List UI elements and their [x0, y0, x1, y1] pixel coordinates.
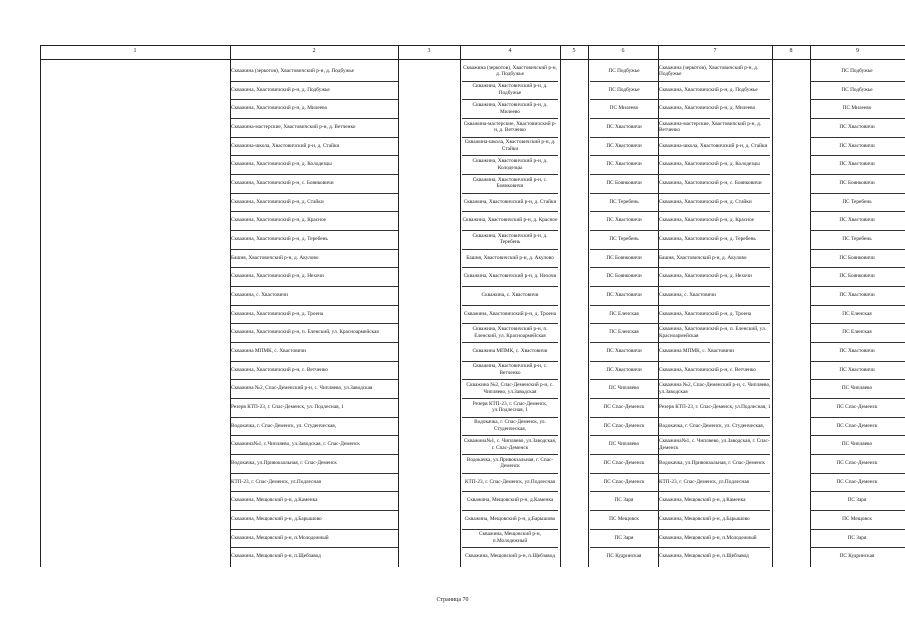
row-divider [590, 286, 770, 287]
cell-object-repeat: Скважина-мастерские, Хвастовичский р-н, д. Ветченко [659, 120, 762, 134]
cell-substation: ПС Хвастовичи [606, 142, 642, 149]
cell-substation-repeat: ПС Спас-Деменск [836, 422, 878, 429]
cell-substation-repeat: ПС Чипляево [841, 385, 873, 392]
cell-object-repeat: Скважина, Мещовский р-н, п.Щебзавод [659, 553, 749, 560]
row-divider [810, 379, 905, 380]
cell-substation-repeat: ПС Хвастовичи [839, 366, 875, 373]
row-divider [810, 491, 905, 492]
cell-substation-repeat: ПС Хвастовичи [839, 161, 875, 168]
cell-substation: ПС Боянковичи [606, 254, 642, 261]
row-divider [590, 529, 770, 530]
row-divider [590, 398, 770, 399]
row-divider [590, 547, 770, 548]
cell-substation: ПС Еленская [609, 329, 639, 336]
row-divider [590, 249, 770, 250]
row-divider [810, 529, 905, 530]
cell-object-repeat: Скважина-школа, Хвастовичский р-н, д. Стайки [659, 142, 768, 149]
cell-object-copy: Скважина, Хвастовичский р-н, п. Еленский, ул. Красноармейская [472, 326, 548, 339]
row-divider [230, 454, 398, 455]
row-divider [810, 193, 905, 194]
cell-object-copy: Скважина, Хвастовичский р-н, д. Колодезцы [472, 158, 548, 171]
cell-object: Скважина, Хвастовичский р-н, с. Боянковичи [231, 180, 334, 187]
row-divider [590, 230, 770, 231]
header-col-6: 6 [621, 48, 625, 54]
row-divider [462, 137, 558, 138]
cell-object-copy: Скважина, Хвастовичский р-н, д. Троена [463, 310, 557, 317]
row-divider [462, 81, 558, 82]
row-divider [230, 305, 398, 306]
row-divider [810, 361, 905, 362]
row-divider [590, 491, 770, 492]
row-divider [590, 342, 770, 343]
cell-object: Скважина, Хвастовичский р-н, д. Стайки [231, 198, 324, 205]
cell-substation-repeat: ПС Теребень [842, 236, 872, 243]
cell-substation-repeat: ПС Хвастовичи [839, 292, 875, 299]
cell-object: Скважина, Хвастовичский р-н, п. Еленский, ул. Красноармейская [231, 329, 379, 336]
row-divider [590, 155, 770, 156]
cell-object-repeat: Водокачка, ул.Привокзальная, г. Спас-Деменск [659, 460, 765, 467]
row-divider [462, 361, 558, 362]
cell-object-copy: КТП-23, г. Спас-Деменск, ул.Подлесная [465, 478, 555, 485]
cell-object: Скважина, Хвастовичский р-н, д. Красное [231, 217, 327, 224]
row-divider [810, 174, 905, 175]
row-divider [230, 118, 398, 119]
cell-object: Скважина №2, Спас-Деменский р-н, с. Чипляево, ул.Заводская [231, 385, 373, 392]
cell-substation-repeat: ПС Хвастовичи [839, 348, 875, 355]
cell-object: Скважина, Хвастовичский р-н, д. Милеево [231, 105, 328, 112]
cell-substation-repeat: ПС Спас-Деменск [836, 460, 878, 467]
cell-object-copy: Водокачка, г. Спас-Деменск, ул. Студенческая, [474, 419, 546, 432]
row-divider [590, 267, 770, 268]
cell-object-repeat: Скважина, Хвастовичский р-н, д. Колодезцы [659, 161, 760, 168]
cell-substation-repeat: ПС Хвастовичи [839, 142, 875, 149]
cell-substation-repeat: ПС Подбужье [841, 68, 873, 75]
row-divider [590, 454, 770, 455]
row-divider [462, 398, 558, 399]
cell-object-repeat: Резерв КТП-23, г. Спас-Деменск, ул.Подлесная, 1 [659, 404, 771, 411]
row-divider [810, 267, 905, 268]
cell-object-copy: Скважина (зеркотов), Хвастовичский р-н, д. Подбужье [463, 64, 557, 78]
cell-object-repeat: Скважина, Мещовский р-н, д.Барышово [659, 516, 750, 523]
cell-substation: ПС Хвастовичи [606, 217, 642, 224]
cell-object-repeat: Скважина №2, Спас-Деменский р-н, с. Чипляево, ул.Заводская [659, 382, 771, 395]
row-divider [462, 491, 558, 492]
cell-object-copy: Резерв КТП-23, г. Спас-Деменск, ул.Подлесная, 1 [472, 400, 548, 414]
cell-object-repeat: Скважина МПМК, с. Хвастовичи [659, 348, 735, 355]
cell-object-copy: Скважина№1, с. Чипляево, ул.Заводская, г. Спас-Деменск [463, 438, 557, 451]
cell-object: Водокачка, ул.Привокзальная, г. Спас-Деменск [231, 460, 337, 467]
row-divider [810, 305, 905, 306]
header-top-border [40, 45, 905, 46]
cell-substation-repeat: ПС Милеево [842, 105, 872, 112]
cell-object-repeat: Скважина (зеркотов), Хвастовичский р-н, д. Подбужье [659, 64, 759, 78]
cell-object-copy: Башня, Хвастовичский р-н, д. Акулово [466, 254, 554, 261]
cell-object-copy: Скважина, Хвастовичский р-н, д. Подбужье [472, 83, 548, 96]
row-divider [810, 286, 905, 287]
cell-object: Скважина, Хвастовичский р-н, д. Троена [231, 310, 324, 317]
col-border [588, 45, 589, 567]
cell-substation: ПС Мещовск [609, 516, 639, 523]
row-divider [230, 174, 398, 175]
cell-object-copy: Скважина, Хвастовичский р-н, с. Ветченко [472, 363, 548, 376]
cell-substation-repeat: ПС Теребень [842, 198, 872, 205]
cell-substation: ПС Боянковичи [606, 180, 642, 187]
row-divider [810, 155, 905, 156]
row-divider [590, 118, 770, 119]
row-divider [230, 211, 398, 212]
row-divider [462, 193, 558, 194]
cell-object-repeat: Башня, Хвастовичский р-н, д. Акулово [659, 254, 747, 261]
cell-substation-repeat: ПС Боянковичи [839, 180, 875, 187]
row-divider [810, 454, 905, 455]
cell-substation: ПС Чипляево [608, 385, 640, 392]
cell-object-copy: Скважина, Хвастовичский р-н, с. Боянковичи [472, 176, 548, 190]
row-divider [230, 547, 398, 548]
cell-object: Скважина-школа, Хвастовичский р-н, д. Стайки [231, 142, 340, 149]
header-col-3: 3 [427, 48, 431, 54]
row-divider [230, 473, 398, 474]
col-border [40, 45, 41, 567]
row-divider [462, 342, 558, 343]
cell-substation: ПС Спас-Деменск [603, 422, 645, 429]
row-divider [810, 435, 905, 436]
cell-object-repeat: Скважина, Хвастовичский р-н, д. Троена [659, 310, 752, 317]
cell-object: Скважина, Мещовский р-н, п.Молодежный [231, 534, 329, 541]
header-col-9: 9 [856, 48, 859, 54]
row-divider [810, 323, 905, 324]
cell-object-repeat: Скважина, Мещовский р-н, п.Молодежный [659, 534, 757, 541]
row-divider [462, 99, 558, 100]
row-divider [462, 230, 558, 231]
row-divider [590, 435, 770, 436]
header-col-7: 7 [713, 48, 717, 54]
cell-object: Башня, Хвастовичский р-н, д. Акулово [231, 254, 319, 261]
cell-object-copy: Водокачка, ул.Привокзальная, г. Спас-Деменск [466, 456, 554, 470]
row-divider [230, 342, 398, 343]
row-divider [590, 211, 770, 212]
row-divider [462, 118, 558, 119]
cell-object: Скважина, Хвастовичский р-н, д. Теребень [231, 236, 328, 243]
row-divider [462, 529, 558, 530]
cell-object-repeat: Скважина, Хвастовичский р-н, д. Стайки [659, 198, 752, 205]
cell-substation-repeat: ПС Мещовск [842, 516, 872, 523]
cell-object-copy: Скважина, Мещовский р-н, п.Молодежный [479, 531, 541, 544]
cell-substation-repeat: ПС Спас-Деменск [836, 404, 878, 411]
cell-substation: ПС Заря [614, 497, 634, 504]
cell-substation: ПС Еленская [609, 310, 639, 317]
cell-substation-repeat: ПС Спас-Деменск [836, 478, 878, 485]
row-divider [230, 510, 398, 511]
row-divider [462, 454, 558, 455]
row-divider [462, 435, 558, 436]
row-divider [590, 193, 770, 194]
row-divider [462, 510, 558, 511]
cell-object: КТП-23, г. Спас-Деменск, ул.Подлесная [231, 478, 321, 485]
row-divider [230, 529, 398, 530]
row-divider [462, 547, 558, 548]
row-divider [462, 286, 558, 287]
row-divider [462, 211, 558, 212]
row-divider [810, 398, 905, 399]
cell-object-repeat: Скважина, с. Хвастовичи [659, 292, 716, 299]
cell-object: Скважина, Мещовский р-н, д.Каменка [231, 497, 318, 504]
row-divider [810, 473, 905, 474]
row-divider [810, 137, 905, 138]
header-col-1: 1 [133, 48, 137, 54]
cell-substation: ПС Заря [614, 534, 634, 541]
cell-object: Водокачка, г. Спас-Деменск, ул. Студенческая, [231, 422, 337, 429]
row-divider [810, 230, 905, 231]
cell-object: Скважина, Хвастовичский р-н, д. Колодезцы [231, 161, 332, 168]
cell-substation: ПС Милеево [609, 105, 639, 112]
row-divider [590, 137, 770, 138]
row-divider [590, 99, 770, 100]
cell-substation: ПС Хвастовичи [606, 124, 642, 131]
cell-substation-repeat: ПС Боянковичи [839, 254, 875, 261]
cell-substation-repeat: ПС Заря [847, 534, 867, 541]
cell-object-repeat: Скважина, Хвастовичский р-н, д. Милеево [659, 105, 756, 112]
cell-substation-repeat: ПС Еленская [842, 329, 872, 336]
cell-substation: ПС Хвастовичи [606, 366, 642, 373]
row-divider [230, 379, 398, 380]
row-divider [462, 249, 558, 250]
cell-substation-repeat: ПС Еленская [842, 310, 872, 317]
cell-object-copy: Скважина, Хвастовичский р-н, д. Стайки [463, 198, 557, 205]
cell-object-repeat: Водокачка, г. Спас-Деменск, ул. Студенческая, [659, 422, 765, 429]
page-number: Страница 70 [436, 597, 469, 603]
row-divider [810, 81, 905, 82]
row-divider [590, 473, 770, 474]
header-col-5: 5 [572, 48, 576, 54]
cell-object-copy: Скважина, Хвастовичский р-н, д. Теребень [472, 232, 548, 246]
row-divider [590, 174, 770, 175]
row-divider [230, 435, 398, 436]
cell-object-repeat: Скважина, Мещовский р-н, д.Каменка [659, 497, 746, 504]
row-divider [462, 379, 558, 380]
cell-object-repeat: Скважина№1, с. Чипляево, ул.Заводская, г. Спас-Деменск [659, 438, 770, 451]
row-divider [230, 99, 398, 100]
row-divider [810, 99, 905, 100]
row-divider [230, 417, 398, 418]
cell-substation: ПС Хвастовичи [606, 348, 642, 355]
cell-object-repeat: КТП-23, г. Спас-Деменск, ул.Подлесная [659, 478, 749, 485]
cell-object-copy: Скважина, Хвастовичский р-н, д. Красное [462, 217, 558, 224]
cell-object: Скважина-мастерские, Хвастовичский р-н, д. Ветченко [231, 124, 356, 131]
cell-substation-repeat: ПС Кудринская [839, 553, 875, 560]
cell-object: Скважина, Хвастовичский р-н, д. Подбужье [231, 86, 330, 93]
row-divider [230, 193, 398, 194]
cell-substation-repeat: ПС Хвастовичи [839, 124, 875, 131]
cell-substation: ПС Спас-Деменск [603, 404, 645, 411]
row-divider [810, 417, 905, 418]
cell-substation: ПС Хвастовичи [606, 161, 642, 168]
cell-object-copy: Скважина, Мещовский р-н, д.Барышово [464, 516, 556, 523]
cell-object-repeat: Скважина, Хвастовичский р-н, д. Подбужье [659, 86, 758, 93]
cell-object: Скважина№1, с.Чипляево, ул.Заводская, г. Спас-Деменск [231, 441, 360, 448]
row-divider [230, 398, 398, 399]
cell-object-copy: Скважина МПМК, с. Хвастовичи [472, 348, 548, 355]
header-bottom-border [40, 59, 905, 60]
row-divider [462, 305, 558, 306]
cell-substation: ПС Подбужье [608, 68, 640, 75]
row-divider [590, 417, 770, 418]
cell-object: Скважина, Хвастовичский р-н, д. Нехочи [231, 273, 324, 280]
row-divider [590, 361, 770, 362]
row-divider [810, 547, 905, 548]
cell-substation: ПС Спас-Деменск [603, 478, 645, 485]
row-divider [810, 249, 905, 250]
row-divider [462, 473, 558, 474]
cell-object: Скважина, с. Хвастовичи [231, 292, 288, 299]
cell-substation: ПС Подбужье [608, 86, 640, 93]
cell-substation: ПС Теребень [609, 198, 639, 205]
col-border [560, 45, 561, 567]
cell-object-copy: Скважина, Мещовский р-н, п.Щебзавод [465, 553, 555, 560]
cell-object: Скважина МПМК, с. Хвастовичи [231, 348, 307, 355]
row-divider [590, 323, 770, 324]
cell-object-repeat: Скважина, Хвастовичский р-н, с. Ветченко [659, 366, 756, 373]
row-divider [590, 510, 770, 511]
cell-substation: ПС Хвастовичи [606, 292, 642, 299]
col-border [398, 45, 399, 567]
cell-substation: ПС Спас-Деменск [603, 460, 645, 467]
cell-substation-repeat: ПС Подбужье [841, 86, 873, 93]
cell-object-copy: Скважина, Мещовский р-н, д.Каменка [466, 497, 554, 504]
cell-object: Резерв КТП-23, г. Спас-Деменск, ул. Подлесная, 1 [231, 404, 344, 411]
cell-substation: ПС Чипляево [608, 441, 640, 448]
cell-object-repeat: Скважина, Хвастовичский р-н, п. Еленский, ул. Красноармейская [659, 326, 767, 339]
cell-object: Скважина (зеркотов), Хвастовичский р-н, д. Подбужье [231, 68, 354, 75]
cell-substation-repeat: ПС Хвастовичи [839, 217, 875, 224]
cell-substation: ПС Кудринская [606, 553, 642, 560]
row-divider [462, 323, 558, 324]
cell-object-repeat: Скважина, Хвастовичский р-н, д. Нехочи [659, 273, 752, 280]
row-divider [230, 81, 398, 82]
cell-object-repeat: Скважина, Хвастовичский р-н, д. Теребень [659, 236, 756, 243]
cell-object: Скважина, Мещовский р-н, п.Щебзавод [231, 553, 321, 560]
cell-object: Скважина, Хвастовичский р-н, с. Ветченко [231, 366, 328, 373]
col-border [810, 45, 811, 567]
cell-substation-repeat: ПС Боянковичи [839, 273, 875, 280]
cell-substation: ПС Теребень [609, 236, 639, 243]
row-divider [590, 379, 770, 380]
row-divider [230, 230, 398, 231]
cell-object: Скважина, Мещовский р-н, д.Барышово [231, 516, 322, 523]
header-col-2: 2 [312, 48, 316, 54]
row-divider [462, 174, 558, 175]
cell-object-copy: Скважина, с. Хвастовичи [481, 292, 539, 299]
row-divider [230, 249, 398, 250]
row-divider [230, 491, 398, 492]
cell-object-copy: Скважина-школа, Хвастовичский р-н, д. Стайки [464, 139, 556, 152]
row-divider [230, 267, 398, 268]
row-divider [810, 211, 905, 212]
cell-substation-repeat: ПС Заря [847, 497, 867, 504]
row-divider [462, 267, 558, 268]
cell-substation-repeat: ПС Чипляево [841, 441, 873, 448]
row-divider [810, 510, 905, 511]
cell-object-copy: Скважина №2, Спас-Деменский р-н, с. Чипляево, ул.Заводская [466, 382, 554, 395]
cell-object-copy: Скважина, Хвастовичский р-н, д. Милеево [472, 102, 548, 115]
row-divider [230, 361, 398, 362]
cell-substation: ПС Боянковичи [606, 273, 642, 280]
row-divider [230, 323, 398, 324]
cell-object-repeat: Скважина, Хвастовичский р-н, с. Боянковичи [659, 180, 762, 187]
row-divider [230, 137, 398, 138]
row-divider [590, 81, 770, 82]
row-divider [590, 305, 770, 306]
cell-object-repeat: Скважина, Хвастовичский р-н, д. Красное [659, 217, 755, 224]
header-col-8: 8 [789, 48, 793, 54]
row-divider [462, 155, 558, 156]
row-divider [810, 118, 905, 119]
header-col-4: 4 [508, 48, 512, 54]
cell-object-copy: Скважина-мастерские, Хвастовичский р-н, д. Ветченко [463, 120, 557, 134]
row-divider [230, 286, 398, 287]
row-divider [230, 155, 398, 156]
row-divider [462, 417, 558, 418]
cell-object-copy: Скважина, Хвастовичский р-н, д. Нехочи [463, 273, 557, 280]
col-border [772, 45, 773, 567]
row-divider [810, 342, 905, 343]
col-border [460, 45, 461, 567]
